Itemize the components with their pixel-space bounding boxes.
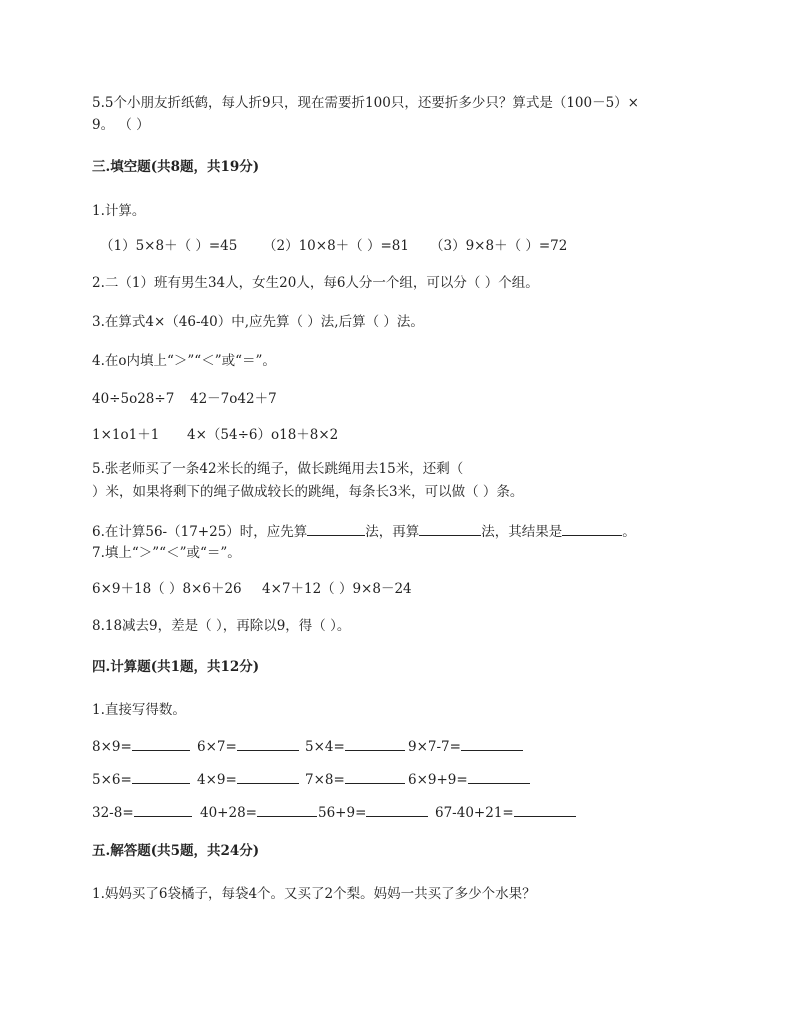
calc-item <box>305 770 405 789</box>
calc-expression: 56+9= <box>318 805 367 821</box>
section-4-header: 四.计算题(共1题，共12分) <box>92 659 260 675</box>
s3-q1-item-3: （3）9×8＋（ ）=72 <box>430 238 568 254</box>
answer-blank[interactable] <box>562 522 622 536</box>
s3-q2: 2.二（1）班有男生34人，女生20人，每6人分一个组，可以分（ ）个组。 <box>92 275 539 291</box>
calc-item <box>435 803 576 822</box>
calc-item <box>318 803 428 822</box>
calc-item <box>408 770 530 789</box>
calc-item <box>92 737 190 756</box>
calc-expression: 9×7-7= <box>408 739 461 755</box>
answer-blank[interactable] <box>307 522 365 536</box>
calc-expression: 6×7= <box>197 739 237 755</box>
answer-blank[interactable] <box>514 803 576 817</box>
calc-expression: 67-40+21= <box>435 805 514 821</box>
calc-item <box>92 803 192 822</box>
answer-blank[interactable] <box>468 770 530 784</box>
answer-blank[interactable] <box>345 770 405 784</box>
answer-blank[interactable] <box>461 737 523 751</box>
calc-item <box>197 737 299 756</box>
calc-expression: 5×4= <box>305 739 345 755</box>
s3-q3: 3.在算式4×（46-40）中,应先算（ ）法,后算（ ）法。 <box>92 314 424 330</box>
section-5-header: 五.解答题(共5题，共24分) <box>92 843 260 859</box>
section-3-header: 三.填空题(共8题，共19分) <box>92 159 260 175</box>
answer-blank[interactable] <box>134 803 192 817</box>
prev-question-5-line2: 9。 （ ） <box>92 117 150 133</box>
s3-q1-item-1: （1）5×8＋（ ）=45 <box>100 238 238 254</box>
calc-item <box>92 770 190 789</box>
s3-q6-part2: 法，再算 <box>365 524 420 540</box>
calc-expression: 32-8= <box>92 805 134 821</box>
prev-question-5-line1: 5.5个小朋友折纸鹤，每人折9只，现在需要折100只，还要折多少只？算式是（100－5）× <box>92 95 639 111</box>
answer-blank[interactable] <box>132 770 190 784</box>
calc-expression: 6×9+9= <box>408 772 468 788</box>
s3-q4-row1-b: 42－7o42＋7 <box>190 391 277 407</box>
s3-q1-title: 1.计算。 <box>92 203 146 219</box>
answer-blank[interactable] <box>132 737 190 751</box>
s3-q7-title: 7.填上“＞”“＜”或“＝”。 <box>92 545 241 561</box>
calc-item <box>200 803 317 822</box>
answer-blank[interactable] <box>237 737 299 751</box>
s3-q6 <box>92 522 636 541</box>
s3-q1-item-2: （2）10×8＋（ ）=81 <box>263 238 409 254</box>
s3-q6-part1: 6.在计算56-（17+25）时，应先算 <box>92 524 308 540</box>
calc-expression: 40+28= <box>200 805 257 821</box>
answer-blank[interactable] <box>237 770 299 784</box>
s3-q8: 8.18减去9，差是（ ），再除以9，得（ ）。 <box>92 618 351 634</box>
answer-blank[interactable] <box>366 803 428 817</box>
s3-q4-row2-a: 1×1o1＋1 <box>92 427 160 443</box>
s3-q5-line2: ）米，如果将剩下的绳子做成较长的跳绳，每条长3米，可以做（ ）条。 <box>92 484 524 500</box>
s3-q7-item-1: 6×9＋18（ ）8×6＋26 <box>92 581 242 597</box>
s3-q5-line1: 5.张老师买了一条42米长的绳子，做长跳绳用去15米，还剩（ <box>92 461 464 477</box>
calc-expression: 7×8= <box>305 772 345 788</box>
s3-q4-row1-a: 40÷5o28÷7 <box>92 391 175 407</box>
answer-blank[interactable] <box>257 803 317 817</box>
answer-blank[interactable] <box>345 737 405 751</box>
calc-item <box>197 770 299 789</box>
s5-q1: 1.妈妈买了6袋橘子，每袋4个。又买了2个梨。妈妈一共买了多少个水果？ <box>92 886 536 902</box>
s3-q6-part3: 法，其结果是 <box>481 524 563 540</box>
calc-item <box>408 737 523 756</box>
calc-expression: 8×9= <box>92 739 132 755</box>
s4-q1-title: 1.直接写得数。 <box>92 702 186 718</box>
s3-q7-item-2: 4×7＋12（ ）9×8－24 <box>262 581 412 597</box>
s3-q4-row2-b: 4×（54÷6）o18＋8×2 <box>187 427 339 443</box>
calc-expression: 5×6= <box>92 772 132 788</box>
s3-q6-part4: 。 <box>622 524 636 540</box>
answer-blank[interactable] <box>419 522 481 536</box>
s3-q4-title: 4.在o内填上“＞”“＜”或“＝”。 <box>92 353 276 369</box>
calc-item <box>305 737 405 756</box>
calc-expression: 4×9= <box>197 772 237 788</box>
